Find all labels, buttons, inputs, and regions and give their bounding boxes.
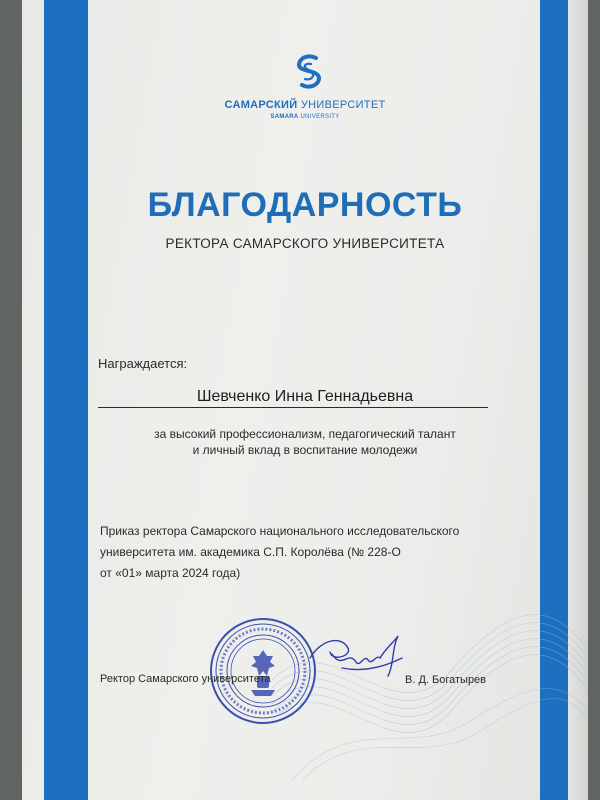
order-line: Приказ ректора Самарского национального исследовательского xyxy=(100,524,460,538)
signer-name: В. Д. Богатырев xyxy=(405,674,487,686)
reason-line: и личный вклад в воспитание молодежи xyxy=(192,443,418,457)
order-line: университета им. академика С.П. Королёва (№ 228-О xyxy=(100,545,401,559)
awarded-label: Награждается: xyxy=(98,356,188,371)
rector-signature xyxy=(302,628,412,688)
university-name-thin: УНИВЕРСИТЕТ xyxy=(300,99,386,111)
certificate-page xyxy=(22,0,588,800)
university-name-en-bold: SAMARA xyxy=(270,114,299,120)
university-name-bold: САМАРСКИЙ xyxy=(224,99,298,111)
reason-line: за высокий профессионализм, педагогический талант xyxy=(154,427,456,441)
university-name-en-thin: UNIVERSITY xyxy=(300,114,340,120)
university-logo-icon xyxy=(292,52,326,92)
recipient-name: Шевченко Инна Геннадьевна xyxy=(196,388,414,405)
university-name xyxy=(22,99,588,111)
order-line: от «01» марта 2024 года) xyxy=(100,566,241,580)
recipient-underline xyxy=(98,407,488,408)
signer-title: Ректор Самарского университета xyxy=(100,673,271,685)
certificate-subtitle: РЕКТОРА САМАРСКОГО УНИВЕРСИТЕТА xyxy=(165,236,445,251)
certificate-title: БЛАГОДАРНОСТЬ xyxy=(147,186,463,224)
university-name-en xyxy=(22,114,588,120)
award-reason xyxy=(22,426,588,458)
